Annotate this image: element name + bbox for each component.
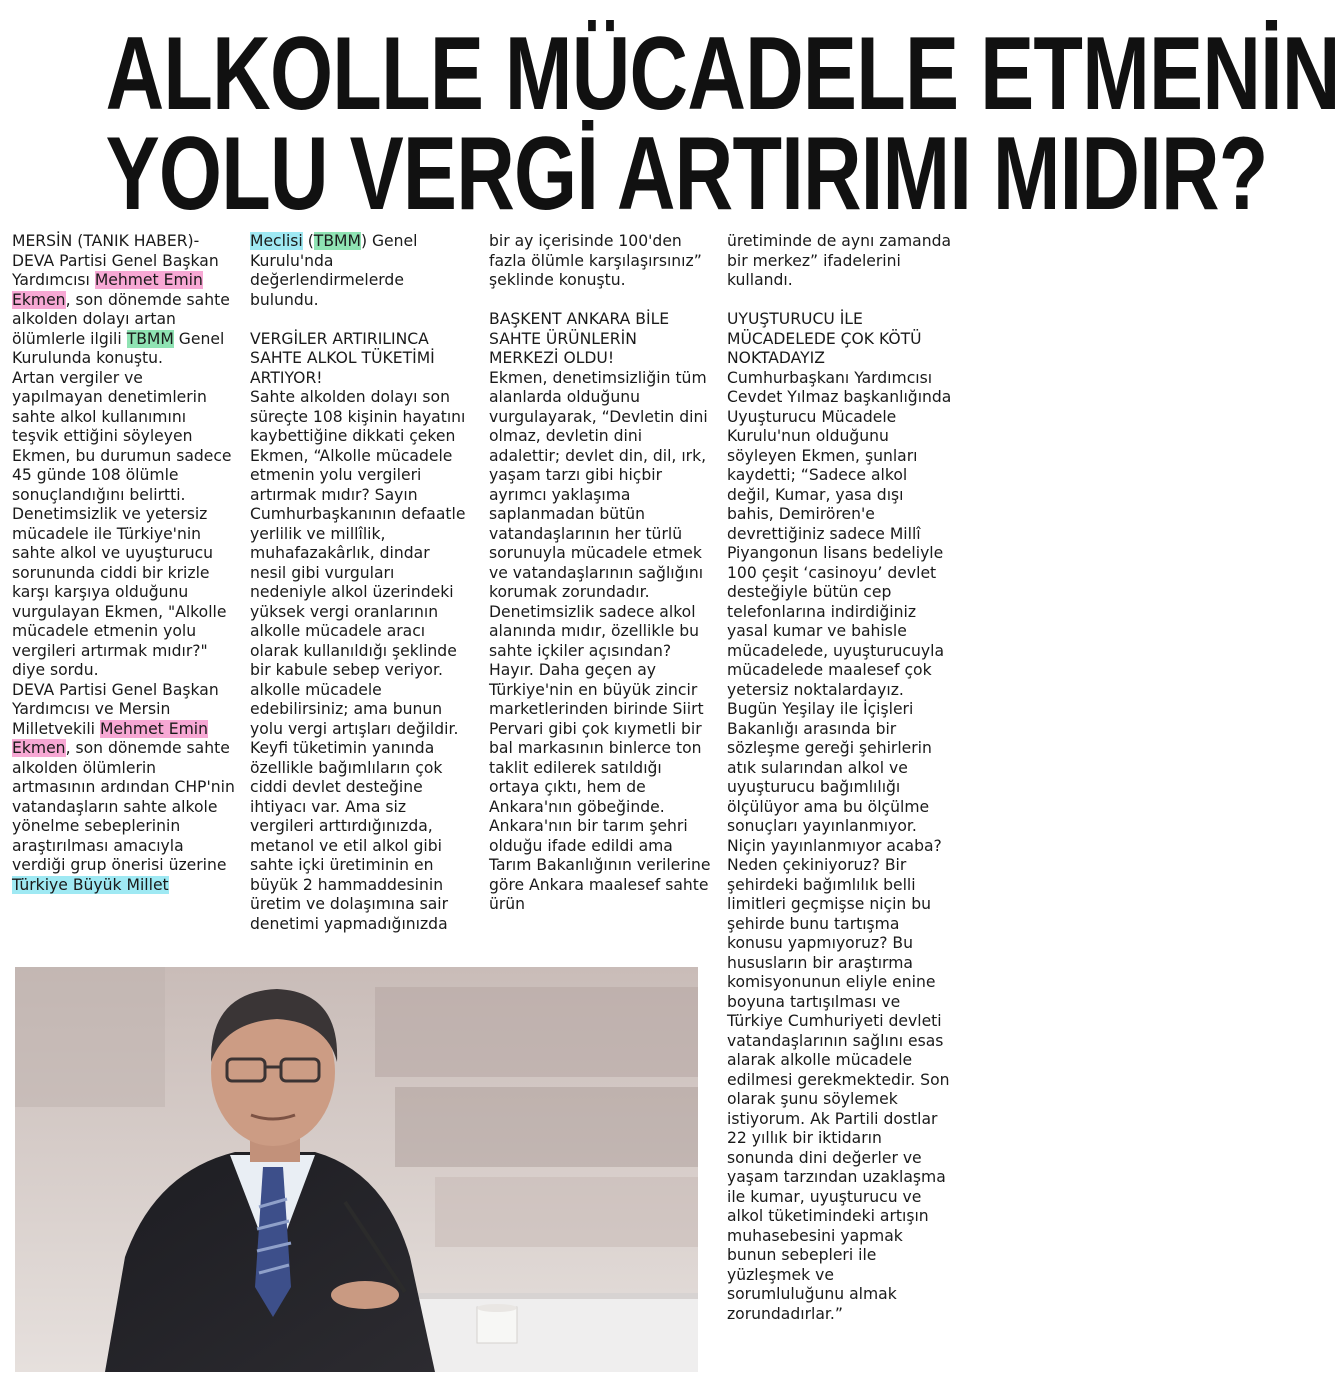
column-1-paragraph-2: Artan vergiler ve yapılmayan denetimlerin sahte alkol kullanımını teşvik ettiğini söyleyen Ekmen, bu durumun sadece 45 günde 108 ölümle sonuçlandığını belirtti. Denetimsizlik ve yetersiz mücadele ile Türkiye'nin sahte alkol ve uyuşturucu sorununda ciddi bir krizle karşı karşıya olduğunu vurgulayan Ekmen, "Alkolle mücadele etmenin yolu vergileri artırmak mıdır?" diye sordu. [12,368,232,679]
column-4-subheading: UYUŞTURUCU İLE MÜCADELEDE ÇOK KÖTÜ NOKTADAYIZ [727,310,922,367]
speaker-photo [15,967,698,1372]
paragraph-gap [250,310,470,330]
column-2-paragraph-2: Sahte alkolden dolayı son süreçte 108 kişinin hayatını kaybettiğine dikkati çeken Ekmen, “Alkolle mücadele etmenin yolu vergileri artırmak mıdır? Sayın Cumhurbaşkanının defaatle yerlilik ve millîlik, muhafazakârlık, dindar nesil gibi vurguları nedeniyle alkol üzerindeki yüksek vergi oranlarının alkolle mücadele aracı olarak kullanıldığı şeklinde bir kabule sebep veriyor. alkolle mücadele edebilirsiniz; ama bunun yolu vergi artışları değildir. Keyfi tüketimin yanında özellikle bağımlıların çok ciddi devlet desteğine ihtiyacı var. Ama siz vergileri arttırdığınızda, metanol ve etil alkol gibi sahte içki üretiminin en büyük 2 hammaddesinin üretim ve dolaşımına sair denetimi yapmadığınızda [250,388,466,933]
headline-line-1: ALKOLLE MÜCADELE ETMENİN [105,16,1340,132]
highlighted-tbmm: TBMM [313,232,361,250]
text-span: DEVA Partisi Genel Başkan Yardımcısı ve Mersin Milletvekili [12,680,219,738]
column-4 [727,232,953,1324]
text-span: MERSİN (TANIK HABER)- DEVA Partisi Genel Başkan Yardımcısı [12,232,219,289]
column-4-paragraph-2: Cumhurbaşkanı Yardımcısı Cevdet Yılmaz başkanlığında Uyuşturucu Mücadele Kurulu'nun olduğunu söyleyen Ekmen, şunları kaydetti; “Sadece alkol değil, Kumar, yasa dışı bahis, Demirören'e devrettiğiniz sadece Millî Piyangonun lisans bedeliyle 100 çeşit ‘casinoyu’ devlet desteğiyle bütün cep telefonlarına indirdiğiniz yasal kumar ve bahisle mücadelede, uyuşturucuyla mücadelede maalesef çok yetersiz noktalardayız. Bugün Yeşilay ile İçişleri Bakanlığı arasında bir sözleşme gereği şehirlerin atık sularından alkol ve uyuşturucu bağımlılığı ölçülüyor ama bu ölçülme sonuçları yayınlanmıyor. Niçin yayınlanmıyor acaba? Neden çekiniyoruz? Bir şehirdeki bağımlılık belli limitleri geçmişse niçin bu şehirde bunu tartışma konusu yapmıyoruz? Bu hususların bir araştırma komisyonunun eliyle enine boyuna tartışılması ve Türkiye Cumhuriyeti devleti vatandaşlarının sağlını esas alarak alkolle mücadele edilmesi gerekmektedir. Son olarak şunu söylemek istiyorum. Ak Partili dostlar 22 yıllık bir iktidarın sonunda dini değerler ve yaşam tarzından uzaklaşma ile kumar, uyuşturucu ve alkol tüketimindeki artışın muhasebesini yapmak bunun sebepleri ile yüzleşmek ve sorumluluğunu almak zorundadırlar.” [727,368,952,1323]
column-1-paragraph-3 [12,681,236,896]
speaker-photo-illustration [15,967,698,1372]
text-span: Genel Kurulunda konuştu. [12,329,225,367]
column-3 [489,232,711,915]
text-span: ) Genel Kurulu'nda değerlendirmelerde bulundu. [250,232,418,309]
highlighted-assembly: Türkiye Büyük Millet [12,875,169,894]
text-span: ( [302,232,314,250]
column-3-paragraph-1: bir ay içerisinde 100'den fazla ölümle karşılaşırsınız” şeklinde konuştu. [489,232,702,289]
highlighted-meclis: Meclisi [250,232,303,250]
text-span: , son dönemde sahte alkolden ölümlerin artmasının ardından CHP'nin vatandaşların sahte alkole yönelme sebeplerinin araştırılması amacıyla verdiği grup önerisi üzerine [12,739,235,874]
column-2-paragraph-1 [250,232,470,310]
highlighted-name: Mehmet Emin Ekmen [12,271,203,309]
headline-line-2: YOLU VERGİ ARTIRIMI MIDIR? [105,116,1268,232]
column-2 [250,232,470,934]
text-span: , son dönemde sahte alkolden dolayı artan ölümlerle ilgili [12,290,230,348]
column-3-subheading: BAŞKENT ANKARA BİLE SAHTE ÜRÜNLERİN MERKEZİ OLDU! [489,310,670,367]
column-1 [12,232,236,895]
column-3-paragraph-2: Ekmen, denetimsizliğin tüm alanlarda olduğunu vurgulayarak, “Devletin dini olmaz, devletin dini adalettir; devlet din, dil, ırk, yaşam tarzı gibi hiçbir ayrımcı yaklaşıma saplanmadan bütün vatandaşlarının her türlü sorunuyla mücadele etmek ve vatandaşlarının sağlığını korumak zorundadır. Denetimsizlik sadece alkol alanında mıdır, özellikle bu sahte içkiler açısından? Hayır. Daha geçen ay Türkiye'nin en büyük zincir marketlerinden birinde Siirt Pervari gibi çok kıymetli bir bal markasının binlerce ton taklit edilerek satıldığı ortaya çıktı, hem de Ankara'nın göbeğinde. Ankara'nın bir tarım şehri olduğu ifade edildi ama Tarım Bakanlığının verilerine göre Ankara maalesef sahte ürün [489,368,711,913]
highlighted-tbmm: TBMM [126,329,174,348]
highlighted-name: Mehmet Emin Ekmen [12,719,209,757]
column-1-paragraph-1 [12,232,236,369]
paragraph-gap [489,291,711,311]
column-4-paragraph-1: üretiminde de aynı zamanda bir merkez” ifadelerini kullandı. [727,232,952,289]
paragraph-gap [727,291,953,311]
column-2-subheading: VERGİLER ARTIRILINCA SAHTE ALKOL TÜKETİMİ ARTIYOR! [250,329,435,387]
